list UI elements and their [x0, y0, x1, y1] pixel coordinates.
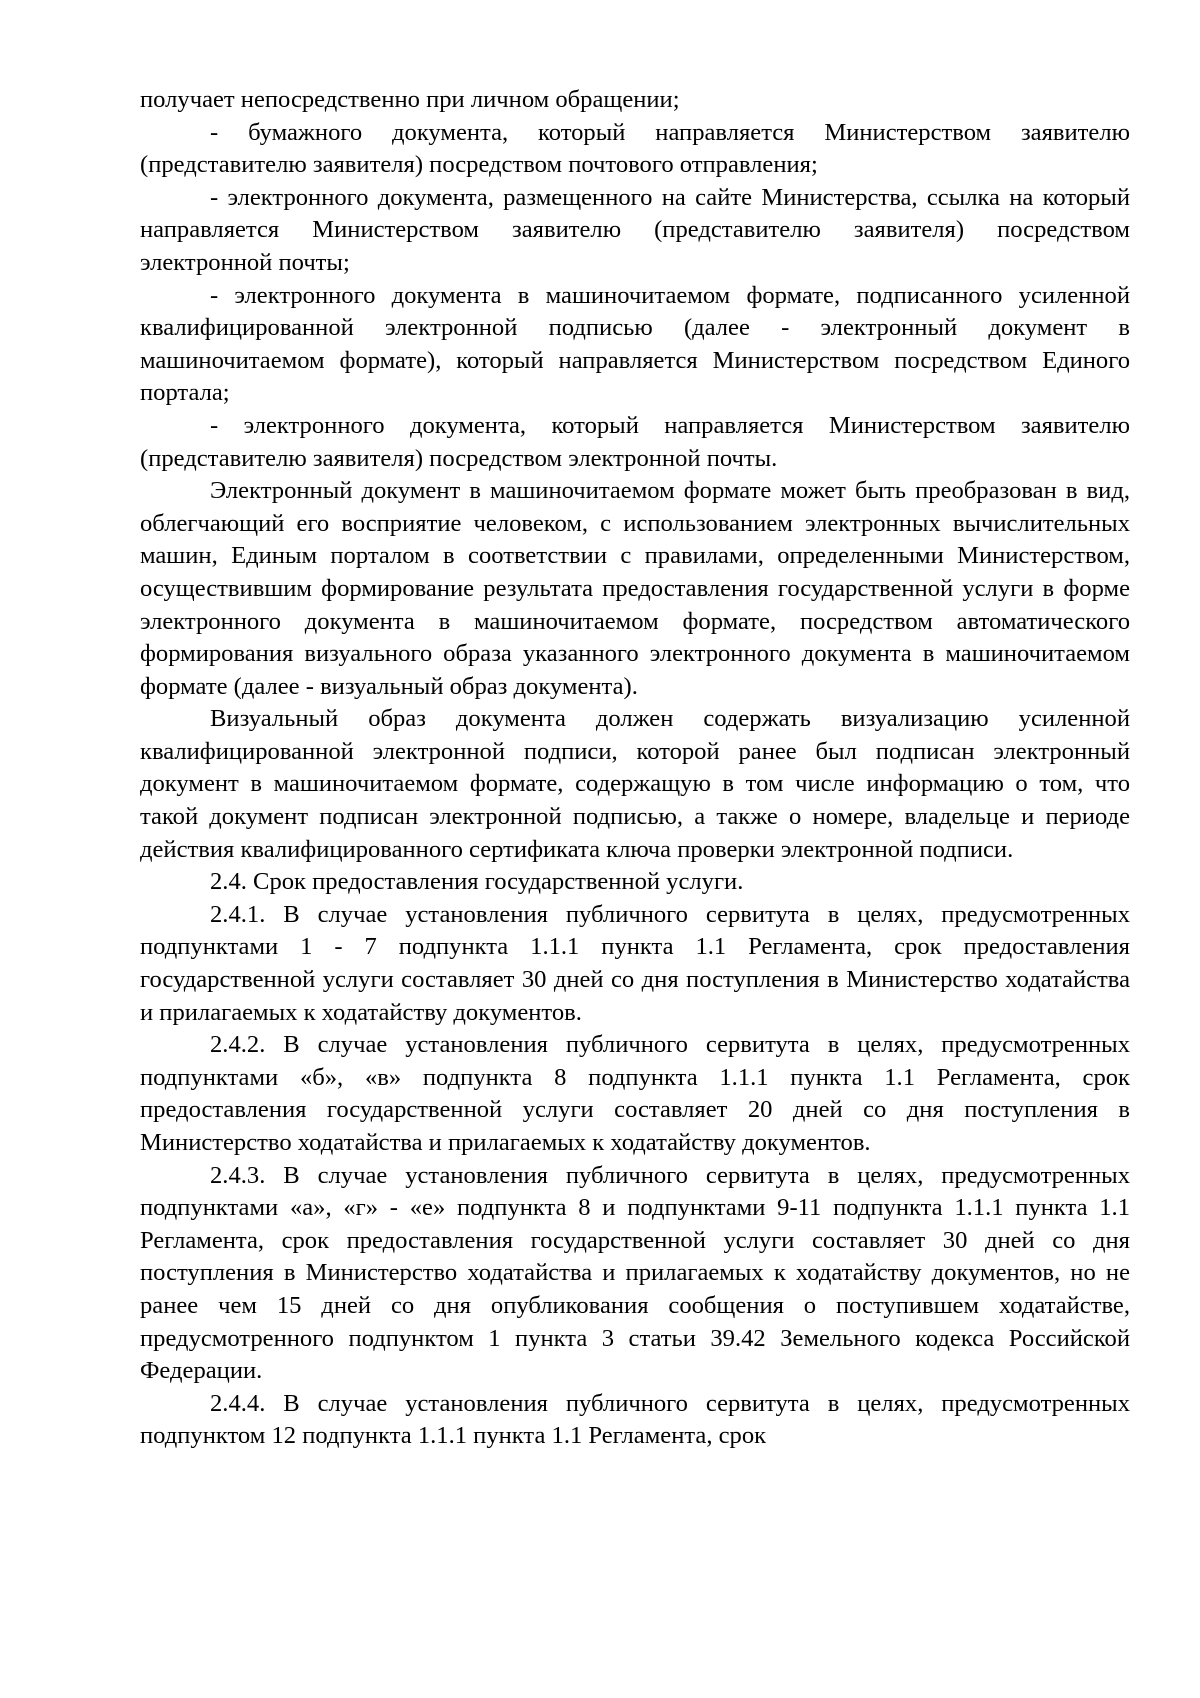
paragraph-electronic-document-email: - электронного документа, который направляется Министерством заявителю (представителю заявителя) посредством электронной почты.	[140, 411, 1130, 472]
paragraph-2-4-1: 2.4.1. В случае установления публичного сервитута в целях, предусмотренных подпунктами 1 - 7 подпункта 1.1.1 пункта 1.1 Регламента, срок предоставления государственной услуги составляет 30 дней со дня поступления в Министерство ходатайства и прилагаемых к ходатайству документов.	[140, 900, 1130, 1026]
paragraph-machine-readable-document: - электронного документа в машиночитаемом формате, подписанного усиленной квалифицированной электронной подписью (далее - электронный документ в машиночитаемом формате), который направляется Министерством посредством Единого портала;	[140, 281, 1130, 407]
paragraph-machine-readable-conversion: Электронный документ в машиночитаемом формате может быть преобразован в вид, облегчающий его восприятие человеком, с использованием электронных вычислительных машин, Единым порталом в соответствии с правилами, определенными Министерством, осуществившим формирование результата предоставления государственной услуги в форме электронного документа в машиночитаемом формате, посредством автоматического формирования визуального образа указанного электронного документа в машиночитаемом формате (далее - визуальный образ документа).	[140, 477, 1130, 700]
paragraph-electronic-document-site-link: - электронного документа, размещенного на сайте Министерства, ссылка на который направляется Министерством заявителю (представителю заявителя) посредством электронной почты;	[140, 183, 1130, 276]
paragraph-paper-document: - бумажного документа, который направляется Министерством заявителю (представителю заявителя) посредством почтового отправления;	[140, 118, 1130, 179]
paragraph-visual-image-signature: Визуальный образ документа должен содержать визуализацию усиленной квалифицированной электронной подписи, которой ранее был подписан электронный документ в машиночитаемом формате, содержащую в том числе информацию о том, что такой документ подписан электронной подписью, а также о номере, владельце и периоде действия квалифицированного сертификата ключа проверки электронной подписи.	[140, 705, 1130, 863]
paragraph-2-4-4: 2.4.4. В случае установления публичного сервитута в целях, предусмотренных подпунктом 12 подпункта 1.1.1 пункта 1.1 Регламента, срок	[140, 1389, 1130, 1450]
paragraph-2-4-3: 2.4.3. В случае установления публичного сервитута в целях, предусмотренных подпунктами «а», «г» - «е» подпункта 8 и подпунктами 9-11 подпункта 1.1.1 пункта 1.1 Регламента, срок предоставления государственной услуги составляет 30 дней со дня поступления в Министерство ходатайства и прилагаемых к ходатайству документов, но не ранее чем 15 дней со дня опубликования сообщения о поступившем ходатайстве, предусмотренного подпунктом 1 пункта 3 статьи 39.42 Земельного кодекса Российской Федерации.	[140, 1161, 1130, 1385]
paragraph-2-4-2: 2.4.2. В случае установления публичного сервитута в целях, предусмотренных подпунктами «б», «в» подпункта 8 подпункта 1.1.1 пункта 1.1 Регламента, срок предоставления государственной услуги составляет 20 дней со дня поступления в Министерство ходатайства и прилагаемых к ходатайству документов.	[140, 1031, 1130, 1156]
paragraph-personal-visit-ending: получает непосредственно при личном обращении;	[140, 86, 680, 113]
paragraph-section-2-4-heading: 2.4. Срок предоставления государственной услуги.	[210, 868, 744, 896]
document-body	[140, 84, 1130, 1453]
